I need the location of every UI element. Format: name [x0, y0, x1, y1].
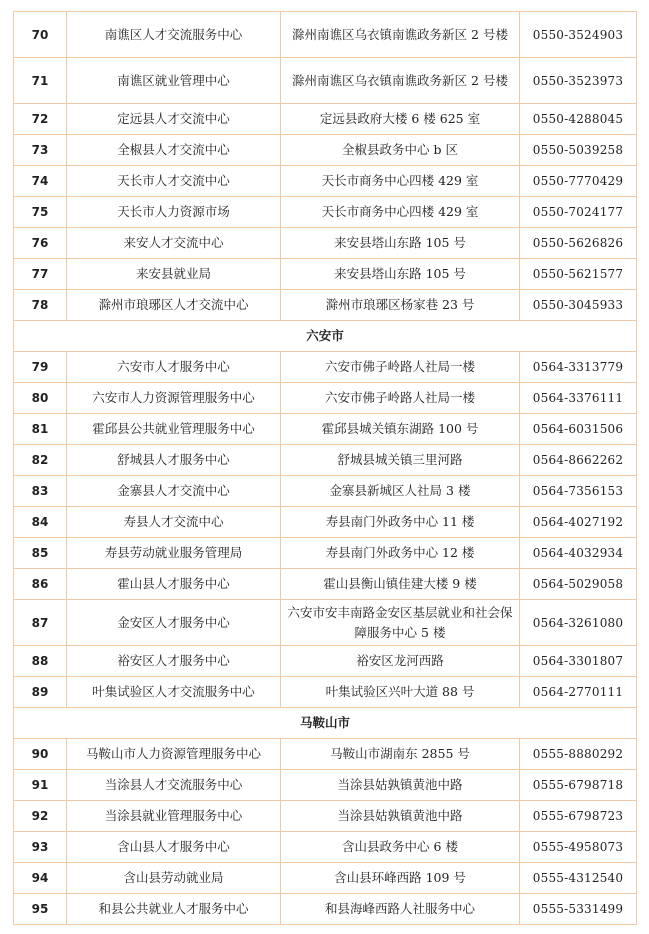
row-number: 72 — [14, 104, 67, 135]
agency-phone: 0550-3524903 — [520, 12, 637, 58]
city-section-header — [14, 321, 637, 352]
agency-address: 含山县政务中心 6 楼 — [281, 832, 520, 863]
agency-phone: 0564-3313779 — [520, 352, 637, 383]
directory-table-body — [14, 12, 637, 925]
agency-name: 来安县就业局 — [67, 259, 281, 290]
agency-name: 定远县人才交流中心 — [67, 104, 281, 135]
agency-name: 含山县劳动就业局 — [67, 863, 281, 894]
agency-address: 来安县塔山东路 105 号 — [281, 259, 520, 290]
table-row — [14, 739, 637, 770]
table-row — [14, 352, 637, 383]
table-row — [14, 538, 637, 569]
agency-name: 南谯区就业管理中心 — [67, 58, 281, 104]
table-row — [14, 228, 637, 259]
agency-address: 滁州南谯区乌衣镇南谯政务新区 2 号楼 — [281, 58, 520, 104]
agency-name: 金寨县人才交流中心 — [67, 476, 281, 507]
agency-address: 当涂县姑孰镇黄池中路 — [281, 801, 520, 832]
agency-phone: 0564-5029058 — [520, 569, 637, 600]
row-number: 90 — [14, 739, 67, 770]
agency-phone: 0564-3301807 — [520, 646, 637, 677]
table-row — [14, 12, 637, 58]
row-number: 76 — [14, 228, 67, 259]
city-section-header — [14, 708, 637, 739]
agency-phone: 0564-4027192 — [520, 507, 637, 538]
table-row — [14, 290, 637, 321]
table-row — [14, 166, 637, 197]
agency-address: 天长市商务中心四楼 429 室 — [281, 166, 520, 197]
table-row — [14, 58, 637, 104]
table-row — [14, 104, 637, 135]
row-number: 95 — [14, 894, 67, 925]
row-number: 81 — [14, 414, 67, 445]
agency-phone: 0555-4958073 — [520, 832, 637, 863]
agency-address: 和县海峰西路人社服务中心 — [281, 894, 520, 925]
agency-address: 寿县南门外政务中心 12 楼 — [281, 538, 520, 569]
table-row — [14, 507, 637, 538]
agency-phone: 0555-6798718 — [520, 770, 637, 801]
table-row — [14, 414, 637, 445]
row-number: 70 — [14, 12, 67, 58]
row-number: 80 — [14, 383, 67, 414]
agency-name: 南谯区人才交流服务中心 — [67, 12, 281, 58]
agency-address: 金寨县新城区人社局 3 楼 — [281, 476, 520, 507]
row-number: 73 — [14, 135, 67, 166]
agency-name: 金安区人才服务中心 — [67, 600, 281, 646]
row-number: 91 — [14, 770, 67, 801]
agency-phone: 0550-4288045 — [520, 104, 637, 135]
row-number: 83 — [14, 476, 67, 507]
agency-name: 来安人才交流中心 — [67, 228, 281, 259]
agency-phone: 0564-6031506 — [520, 414, 637, 445]
agency-name: 舒城县人才服务中心 — [67, 445, 281, 476]
table-row — [14, 646, 637, 677]
city-name: 马鞍山市 — [14, 708, 637, 739]
agency-name: 天长市人力资源市场 — [67, 197, 281, 228]
agency-address: 六安市佛子岭路人社局一楼 — [281, 383, 520, 414]
row-number: 82 — [14, 445, 67, 476]
agency-name: 寿县劳动就业服务管理局 — [67, 538, 281, 569]
table-row — [14, 135, 637, 166]
agency-name: 寿县人才交流中心 — [67, 507, 281, 538]
agency-name: 叶集试验区人才交流服务中心 — [67, 677, 281, 708]
row-number: 85 — [14, 538, 67, 569]
table-row — [14, 801, 637, 832]
row-number: 75 — [14, 197, 67, 228]
agency-address: 含山县环峰西路 109 号 — [281, 863, 520, 894]
agency-name: 和县公共就业人才服务中心 — [67, 894, 281, 925]
row-number: 86 — [14, 569, 67, 600]
row-number: 79 — [14, 352, 67, 383]
agency-name: 天长市人才交流中心 — [67, 166, 281, 197]
table-row — [14, 445, 637, 476]
agency-phone: 0555-8880292 — [520, 739, 637, 770]
agency-phone: 0550-5626826 — [520, 228, 637, 259]
agency-address: 定远县政府大楼 6 楼 625 室 — [281, 104, 520, 135]
table-row — [14, 677, 637, 708]
agency-phone: 0550-5621577 — [520, 259, 637, 290]
agency-address: 当涂县姑孰镇黄池中路 — [281, 770, 520, 801]
agency-address: 滁州南谯区乌衣镇南谯政务新区 2 号楼 — [281, 12, 520, 58]
row-number: 94 — [14, 863, 67, 894]
table-row — [14, 863, 637, 894]
directory-table — [13, 11, 637, 925]
row-number: 71 — [14, 58, 67, 104]
row-number: 89 — [14, 677, 67, 708]
table-row — [14, 600, 637, 646]
agency-address: 裕安区龙河西路 — [281, 646, 520, 677]
agency-phone: 0564-3261080 — [520, 600, 637, 646]
agency-name: 裕安区人才服务中心 — [67, 646, 281, 677]
agency-phone: 0550-7024177 — [520, 197, 637, 228]
agency-address: 滁州市琅琊区杨家巷 23 号 — [281, 290, 520, 321]
city-name: 六安市 — [14, 321, 637, 352]
agency-name: 马鞍山市人力资源管理服务中心 — [67, 739, 281, 770]
agency-address: 六安市佛子岭路人社局一楼 — [281, 352, 520, 383]
agency-address: 马鞍山市湖南东 2855 号 — [281, 739, 520, 770]
agency-phone: 0550-3045933 — [520, 290, 637, 321]
agency-phone: 0550-7770429 — [520, 166, 637, 197]
agency-address: 霍山县衡山镇佳建大楼 9 楼 — [281, 569, 520, 600]
row-number: 93 — [14, 832, 67, 863]
row-number: 88 — [14, 646, 67, 677]
agency-address: 舒城县城关镇三里河路 — [281, 445, 520, 476]
agency-address: 霍邱县城关镇东湖路 100 号 — [281, 414, 520, 445]
table-row — [14, 894, 637, 925]
agency-name: 六安市人力资源管理服务中心 — [67, 383, 281, 414]
agency-name: 滁州市琅琊区人才交流中心 — [67, 290, 281, 321]
table-row — [14, 476, 637, 507]
agency-phone: 0555-5331499 — [520, 894, 637, 925]
agency-address: 来安县塔山东路 105 号 — [281, 228, 520, 259]
row-number: 74 — [14, 166, 67, 197]
agency-name: 全椒县人才交流中心 — [67, 135, 281, 166]
agency-name: 六安市人才服务中心 — [67, 352, 281, 383]
agency-phone: 0564-2770111 — [520, 677, 637, 708]
row-number: 92 — [14, 801, 67, 832]
agency-name: 霍邱县公共就业管理服务中心 — [67, 414, 281, 445]
agency-address: 天长市商务中心四楼 429 室 — [281, 197, 520, 228]
agency-phone: 0564-7356153 — [520, 476, 637, 507]
table-row — [14, 383, 637, 414]
row-number: 78 — [14, 290, 67, 321]
agency-address: 叶集试验区兴叶大道 88 号 — [281, 677, 520, 708]
agency-address: 寿县南门外政务中心 11 楼 — [281, 507, 520, 538]
table-row — [14, 770, 637, 801]
agency-phone: 0550-3523973 — [520, 58, 637, 104]
table-row — [14, 197, 637, 228]
agency-address: 全椒县政务中心 b 区 — [281, 135, 520, 166]
agency-name: 含山县人才服务中心 — [67, 832, 281, 863]
table-row — [14, 259, 637, 290]
row-number: 84 — [14, 507, 67, 538]
table-row — [14, 569, 637, 600]
row-number: 77 — [14, 259, 67, 290]
agency-phone: 0564-8662262 — [520, 445, 637, 476]
table-row — [14, 832, 637, 863]
agency-phone: 0564-3376111 — [520, 383, 637, 414]
agency-name: 当涂县就业管理服务中心 — [67, 801, 281, 832]
agency-phone: 0550-5039258 — [520, 135, 637, 166]
agency-name: 霍山县人才服务中心 — [67, 569, 281, 600]
row-number: 87 — [14, 600, 67, 646]
agency-name: 当涂县人才交流服务中心 — [67, 770, 281, 801]
agency-address: 六安市安丰南路金安区基层就业和社会保障服务中心 5 楼 — [281, 600, 520, 646]
agency-phone: 0555-6798723 — [520, 801, 637, 832]
agency-phone: 0555-4312540 — [520, 863, 637, 894]
agency-phone: 0564-4032934 — [520, 538, 637, 569]
